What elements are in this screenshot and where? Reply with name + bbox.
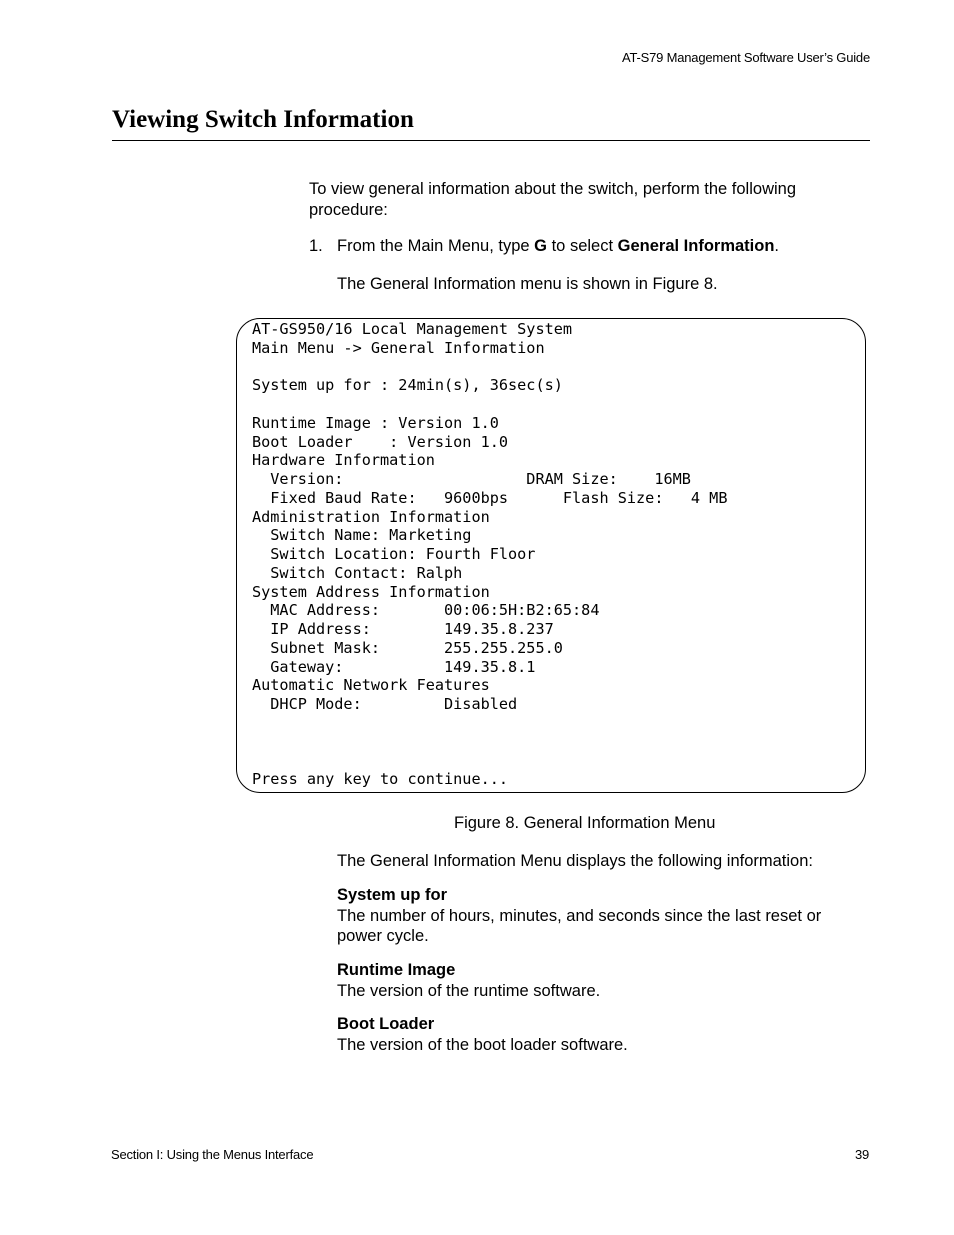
terminal-line: Gateway: 149.35.8.1 (252, 657, 536, 676)
terminal-line: Boot Loader : Version 1.0 (252, 432, 509, 451)
intro-paragraph: To view general information about the switch, perform the following procedure: (309, 180, 796, 219)
terminal-line: Runtime Image : Version 1.0 (252, 413, 499, 432)
terminal-line: AT-GS950/16 Local Management System (252, 320, 573, 338)
running-header: AT-S79 Management Software User’s Guide (622, 50, 870, 65)
definition-term: System up for (337, 886, 448, 904)
terminal-line: Switch Contact: Ralph (252, 563, 463, 582)
terminal-line: DHCP Mode: Disabled (252, 695, 518, 713)
terminal-line: Press any key to continue... (252, 770, 509, 788)
step-number: 1. (309, 237, 323, 255)
page-title: Viewing Switch Information (112, 106, 414, 133)
definition-term: Boot Loader (337, 1015, 435, 1033)
definition-system-up-for (337, 885, 857, 947)
terminal-line: Hardware Information (252, 451, 435, 470)
procedure-step (309, 236, 869, 257)
terminal-line: Main Menu -> General Information (252, 338, 545, 357)
definition-runtime-image (337, 960, 857, 1001)
terminal-line: Subnet Mask: 255.255.255.0 (252, 638, 563, 657)
footer-section: Section I: Using the Menus Interface (111, 1147, 314, 1162)
step-text-middle: to select (547, 237, 618, 255)
footer-page-number: 39 (854, 1147, 869, 1162)
step-text-after: . (774, 237, 780, 255)
terminal-line: Fixed Baud Rate: 9600bps Flash Size: 4 MB (252, 488, 728, 507)
step-note: The General Information menu is shown in Figure 8. (337, 275, 718, 293)
figure-caption: Figure 8. General Information Menu (454, 814, 716, 832)
step-text-before: From the Main Menu, type (337, 237, 535, 255)
terminal-line: IP Address: 149.35.8.237 (252, 620, 554, 638)
terminal-line: System up for : 24min(s), 36sec(s) (252, 376, 563, 395)
terminal-screen-text (252, 320, 727, 789)
definition-description: The version of the boot loader software. (337, 1035, 628, 1054)
terminal-line: System Address Information (252, 582, 490, 601)
terminal-line: Automatic Network Features (252, 676, 490, 695)
definition-description: The number of hours, minutes, and seconds since the last reset or power cycle. (337, 906, 822, 945)
definition-term: Runtime Image (337, 961, 456, 979)
definition-boot-loader (337, 1014, 857, 1055)
title-rule (112, 140, 870, 141)
definition-description: The version of the runtime software. (337, 981, 601, 1000)
definitions-lead-in: The General Information Menu displays the following information: (337, 852, 813, 870)
terminal-line: Administration Information (252, 507, 490, 526)
terminal-line: Switch Name: Marketing (252, 526, 472, 545)
step-key: G (534, 237, 548, 255)
terminal-line: Switch Location: Fourth Floor (252, 545, 536, 563)
terminal-line: Version: DRAM Size: 16MB (252, 470, 691, 488)
terminal-line: MAC Address: 00:06:5H:B2:65:84 (252, 601, 600, 620)
step-menu-item: General Information (617, 237, 775, 255)
